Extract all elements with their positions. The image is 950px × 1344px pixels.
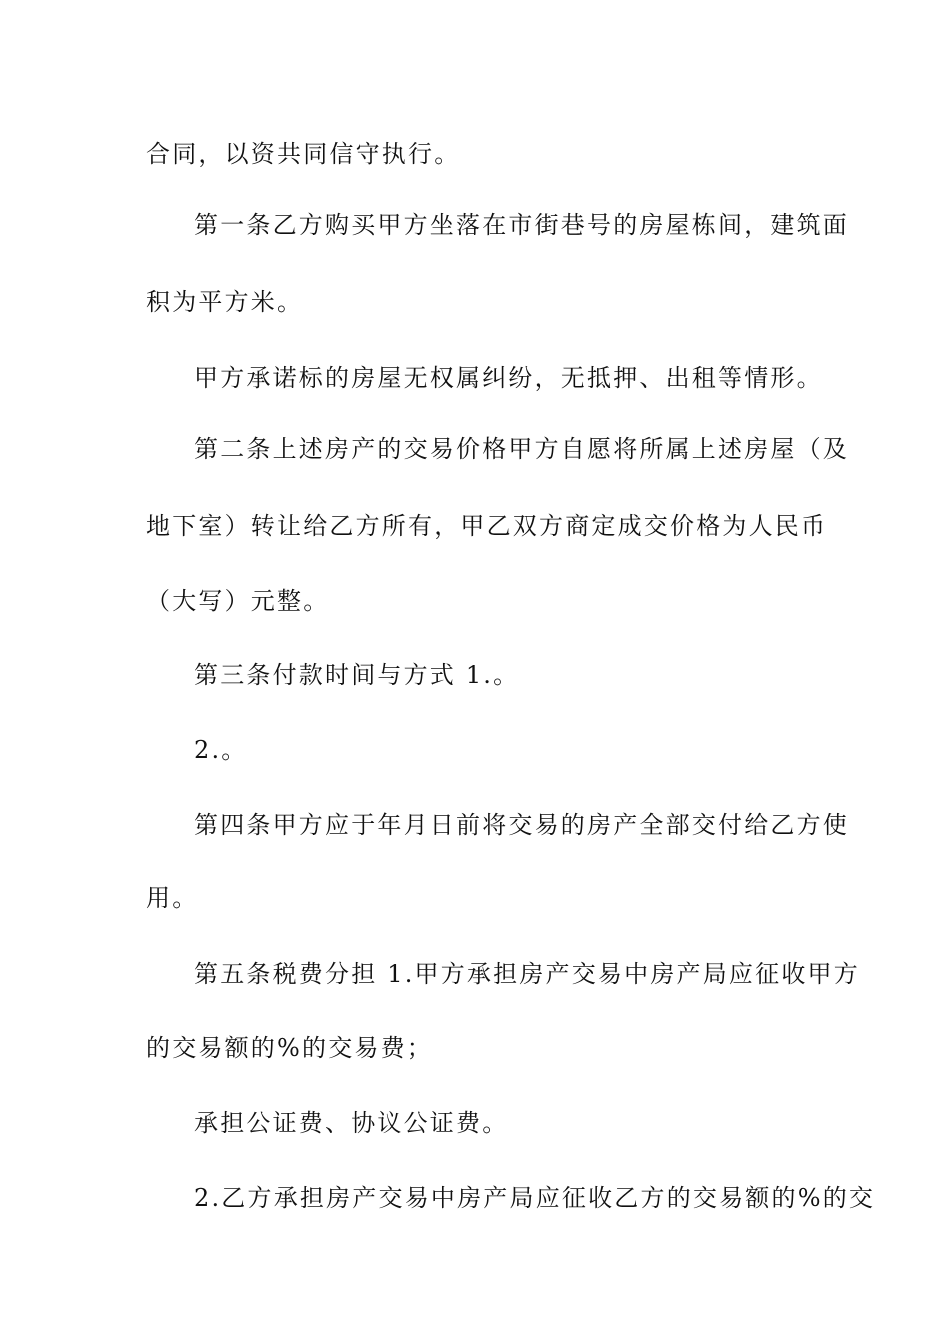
text-line-10: 第四条甲方应于年月日前将交易的房产全部交付给乙方使 [194, 811, 849, 839]
text-line-13: 的交易额的%的交易费； [146, 1034, 434, 1062]
text-line-11: 用。 [146, 884, 199, 912]
text-line-5: 第二条上述房产的交易价格甲方自愿将所属上述房屋（及 [194, 435, 849, 463]
text-line-2: 第一条乙方购买甲方坐落在市街巷号的房屋栋间，建筑面 [194, 211, 849, 239]
text-line-12: 第五条税费分担 1.甲方承担房产交易中房产局应征收甲方 [194, 960, 860, 988]
text-line-3: 积为平方米。 [146, 288, 304, 316]
text-line-1: 合同，以资共同信守执行。 [146, 140, 461, 168]
text-line-7: （大写）元整。 [146, 587, 330, 615]
text-line-8: 第三条付款时间与方式 1.。 [194, 661, 520, 689]
text-line-9: 2.。 [194, 736, 248, 764]
text-line-14: 承担公证费、协议公证费。 [194, 1109, 509, 1137]
text-line-4: 甲方承诺标的房屋无权属纠纷，无抵押、出租等情形。 [194, 364, 823, 392]
text-line-15: 2.乙方承担房产交易中房产局应征收乙方的交易额的%的交 [194, 1184, 876, 1212]
text-line-6: 地下室）转让给乙方所有，甲乙双方商定成交价格为人民币 [146, 512, 828, 540]
